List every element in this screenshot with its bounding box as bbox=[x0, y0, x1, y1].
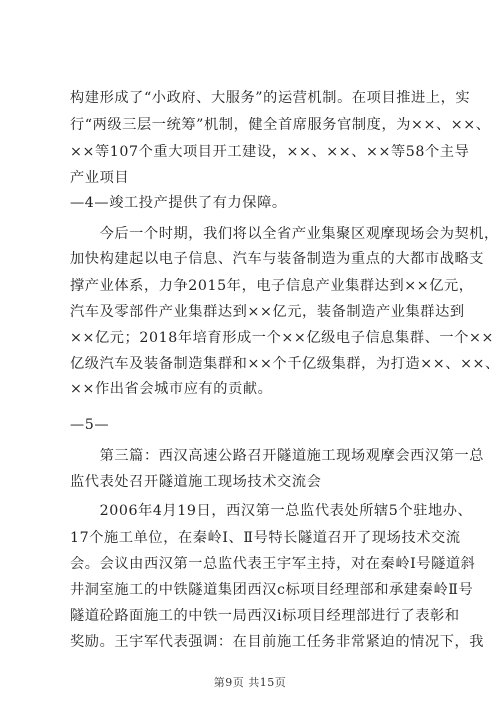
section-heading-line: 第三篇：西汉高速公路召开隧道施工现场观摩会西汉第一总 bbox=[70, 448, 485, 464]
text-line: 奖励。王宇军代表强调：在目前施工任务非常紧迫的情况下，我 bbox=[70, 634, 485, 650]
text-line: 17个施工单位，在秦岭Ⅰ、Ⅱ号特长隧道召开了现场技术交流 bbox=[70, 530, 461, 546]
section-heading-line: 监代表处召开隧道施工现场技术交流会 bbox=[70, 474, 322, 490]
text-line: 构建形成了“小政府、大服务”的运营机制。在项目推进上，实 bbox=[70, 90, 471, 106]
text-line: —4—竣工投产提供了有力保障。 bbox=[70, 195, 287, 211]
text-line: 井洞室施工的中铁隧道集团西汉c标项目经理部和承建秦岭Ⅱ号 bbox=[70, 582, 474, 598]
text-line: 行“两级三层一统筹”机制，健全首席服务官制度，为××、××、 bbox=[70, 117, 491, 133]
page-footer: 第9页 共15页 bbox=[213, 676, 287, 689]
text-line: ××亿元；2018年培育形成一个××亿级电子信息集群、一个×× bbox=[70, 330, 494, 346]
text-line: 撑产业体系，力争2015年，电子信息产业集群达到××亿元， bbox=[70, 278, 474, 294]
text-line: 加快构建起以电子信息、汽车与装备制造为重点的大都市战略支 bbox=[70, 251, 485, 267]
text-line: 产业项目 bbox=[70, 170, 130, 186]
text-line: 汽车及零部件产业集群达到××亿元，装备制造产业集群达到 bbox=[70, 304, 465, 320]
text-line: 会。会议由西汉第一总监代表王宇军主持，对在秦岭Ⅰ号隧道斜 bbox=[70, 556, 476, 572]
text-line: ××作出省会城市应有的贡献。 bbox=[70, 381, 273, 397]
page-marker: —5— bbox=[70, 417, 110, 433]
text-line: 亿级汽车及装备制造集群和××个千亿级集群，为打造××、××、 bbox=[70, 356, 500, 372]
text-line: 2006年4月19日，西汉第一总监代表处所辖5个驻地办、 bbox=[70, 503, 473, 519]
text-line: ××等107个重大项目开工建设，××、××、××等58个主导 bbox=[70, 144, 470, 160]
text-line: 隧道砼路面施工的中铁一局西汉i标项目经理部进行了表彰和 bbox=[70, 608, 460, 624]
text-line: 今后一个时期，我们将以全省产业集聚区观摩现场会为契机， bbox=[70, 226, 499, 242]
